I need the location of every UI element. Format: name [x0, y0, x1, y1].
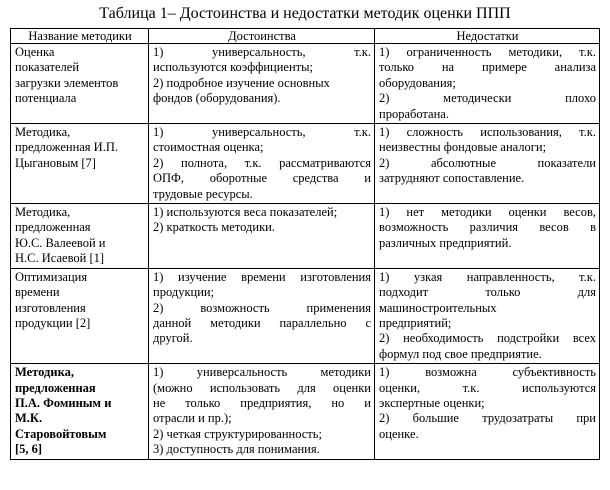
table-header-row [11, 29, 600, 44]
disadvantages-cell-line: оборудования; [379, 75, 456, 90]
disadvantages-cell-line: подходит только для [379, 285, 596, 300]
disadvantages-cell-line: 1) сложность использования, т.к. [379, 125, 596, 140]
advantages-cell-line: стоимостная оценка; [153, 140, 264, 155]
disadvantages-cell-line: проработана. [379, 106, 449, 121]
disadvantages-cell-line: оценки, т.к. используются [379, 380, 596, 395]
advantages-cell-line: продукции; [153, 285, 215, 300]
advantages-cell-line: 1) изучение времени изготовления [153, 269, 371, 284]
advantages-cell-line: 2) полнота, т.к. рассматриваются [153, 155, 371, 170]
advantages-cell-line: 1) универсальность, т.к. [153, 125, 371, 140]
method-name-cell-line: продукции [2] [15, 315, 91, 330]
method-name-cell-line: показателей [15, 60, 80, 75]
method-name-cell-line: Цыгановым [7] [15, 155, 96, 170]
advantages-cell-line: ОПФ, оборотные средства и [153, 171, 371, 186]
disadvantages-cell-line: неизвестны фондовые аналоги; [379, 140, 547, 155]
disadvantages-cell-line: возможность различия весов в [379, 220, 596, 235]
advantages-cell-line: другой. [153, 331, 193, 346]
method-name-cell-line: предложенная [15, 380, 96, 395]
method-name-cell-line: изготовления [15, 300, 86, 315]
advantages-cell-line: (можно использовать для оценки [153, 380, 371, 395]
header-advantages: Достоинства [149, 29, 375, 44]
method-name-cell-line: загрузки элементов [15, 75, 119, 90]
table-row [11, 204, 600, 269]
header-method-name: Название методики [11, 29, 149, 44]
disadvantages-cell [375, 204, 600, 269]
table-row [11, 44, 600, 124]
method-name-cell-line: предложенная И.П. [15, 140, 118, 155]
method-name-cell-line: предложенная [15, 220, 91, 235]
disadvantages-cell-line: 1) узкая направленность, т.к. [379, 269, 596, 284]
method-name-cell [11, 124, 149, 204]
method-name-cell [11, 204, 149, 269]
method-name-cell-line: Н.С. Исаевой [1] [15, 251, 105, 266]
method-name-cell-line: Методика, [15, 205, 71, 220]
method-name-cell-line: П.А. Фоминым и [15, 395, 112, 410]
disadvantages-cell-line: предприятий; [379, 315, 452, 330]
disadvantages-cell [375, 44, 600, 124]
advantages-cell-line: 2) подробное изучение основных [153, 75, 330, 90]
disadvantages-cell-line: 1) нет методики оценки весов, [379, 205, 596, 220]
disadvantages-cell-line: 2) методически плохо [379, 91, 596, 106]
method-name-cell-line: Старовойтовым [15, 426, 107, 441]
table-row [11, 124, 600, 204]
method-name-cell-line: Оптимизация [15, 269, 88, 284]
method-name-cell-line: Методика, [15, 365, 74, 380]
advantages-cell [149, 268, 375, 363]
method-name-cell-line: Оценка [15, 45, 55, 59]
advantages-cell-line: не только предприятия, но и [153, 395, 371, 410]
method-name-cell [11, 268, 149, 363]
disadvantages-cell-line: экспертные оценки; [379, 395, 485, 410]
advantages-cell-line: трудовые ресурсы. [153, 186, 253, 201]
advantages-cell [149, 124, 375, 204]
advantages-cell-line: фондов (оборудования). [153, 91, 281, 106]
table-row [11, 364, 600, 459]
disadvantages-cell-line: 2) необходимость подстройки всех [379, 331, 596, 346]
advantages-cell [149, 44, 375, 124]
method-name-cell-line: потенциала [15, 91, 77, 106]
advantages-cell-line: используются коэффициенты; [153, 60, 313, 75]
advantages-cell-line: 1) универсальность методики [153, 365, 371, 380]
advantages-cell-line: 1) используются веса показателей; [153, 205, 338, 220]
disadvantages-cell-line: 1) возможна субъективность [379, 365, 596, 380]
disadvantages-cell-line: затрудняют сопоставление. [379, 171, 525, 186]
disadvantages-cell-line: 2) абсолютные показатели [379, 155, 596, 170]
method-name-cell-line: Ю.С. Валеевой и [15, 235, 106, 250]
header-disadvantages: Недостатки [375, 29, 600, 44]
advantages-cell-line: данной методики параллельно с [153, 315, 371, 330]
disadvantages-cell-line: различных предприятий. [379, 235, 512, 250]
table-row [11, 268, 600, 363]
disadvantages-cell-line: 2) большие трудозатраты при [379, 411, 596, 426]
method-name-cell-line: [5, 6] [15, 442, 43, 457]
method-name-cell [11, 44, 149, 124]
disadvantages-cell-line: машиностроительных [379, 300, 497, 315]
advantages-cell-line: отрасли и пр.); [153, 411, 232, 426]
advantages-cell-line: 3) доступность для понимания. [153, 442, 320, 457]
method-name-cell-line: времени [15, 285, 60, 300]
disadvantages-cell [375, 364, 600, 459]
disadvantages-cell-line: 1) ограниченность методики, т.к. [379, 45, 596, 59]
advantages-cell-line: 2) краткость методики. [153, 220, 275, 235]
table-caption: Таблица 1– Достоинства и недостатки методик оценки ППП [99, 5, 511, 22]
disadvantages-cell-line: оценке. [379, 426, 419, 441]
advantages-cell-line: 2) возможность применения [153, 300, 371, 315]
disadvantages-cell-line: формул под свое предприятие. [379, 346, 542, 361]
disadvantages-cell-line: только на примере анализа [379, 60, 596, 75]
advantages-cell-line: 2) четкая структурированность; [153, 426, 322, 441]
method-name-cell-line: Методика, [15, 125, 71, 140]
disadvantages-cell [375, 124, 600, 204]
advantages-cell [149, 364, 375, 459]
methods-comparison-table [10, 28, 600, 460]
disadvantages-cell [375, 268, 600, 363]
method-name-cell-line: М.К. [15, 411, 43, 426]
advantages-cell [149, 204, 375, 269]
advantages-cell-line: 1) универсальность, т.к. [153, 45, 371, 59]
method-name-cell [11, 364, 149, 459]
